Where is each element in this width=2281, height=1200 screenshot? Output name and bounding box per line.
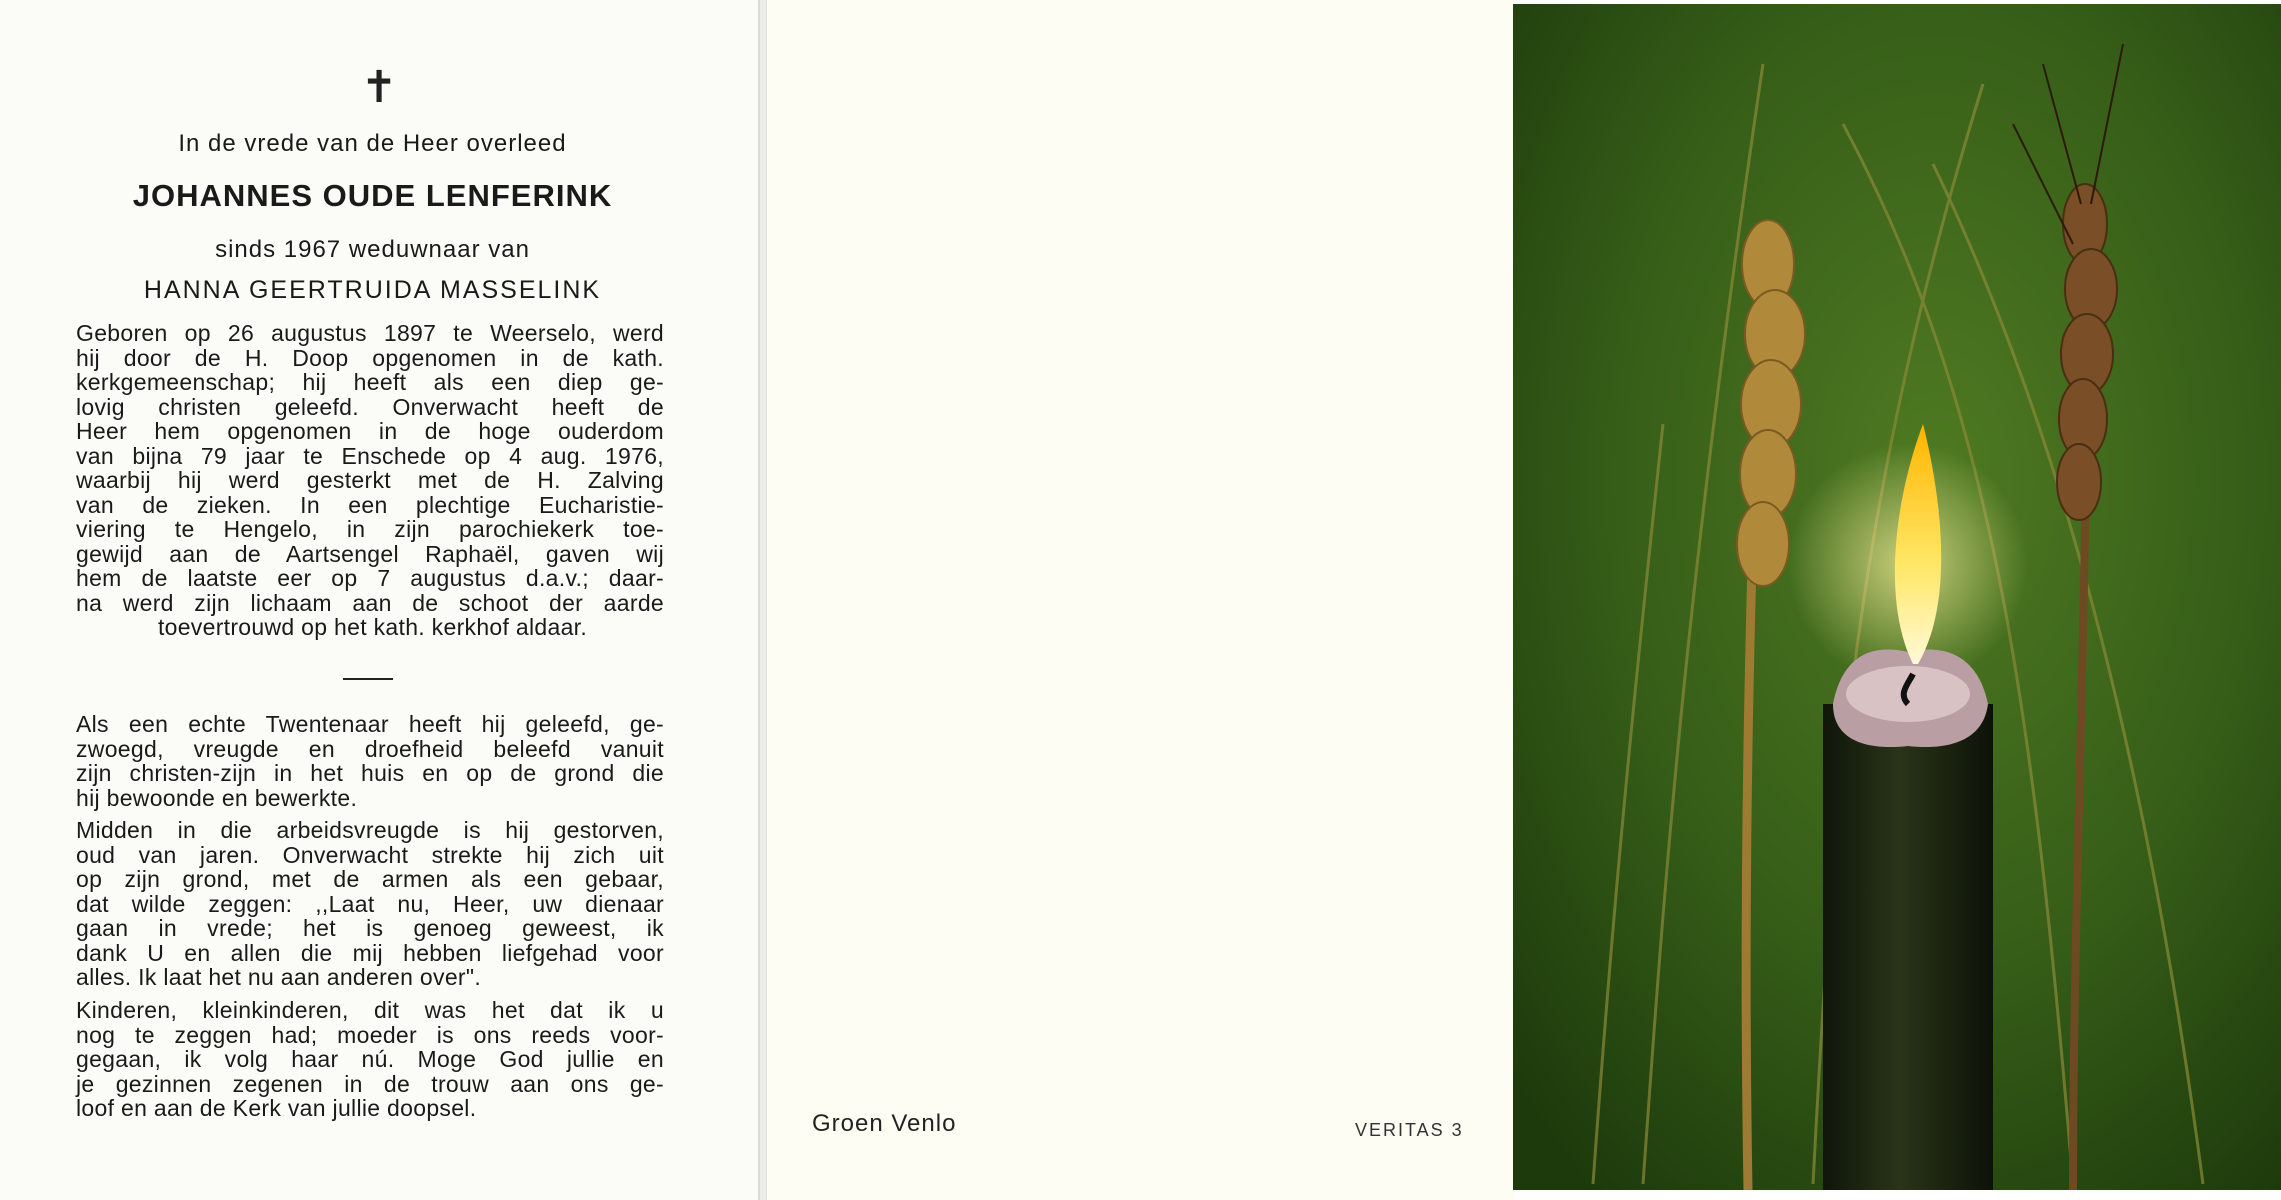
text-line: van de zieken. In een plechtige Eucharistie- <box>76 491 664 518</box>
paragraph-twentenaar <box>76 712 664 810</box>
text-line: alles. Ik laat het nu aan anderen over". <box>76 964 482 990</box>
biography-last-line: toevertrouwd op het kath. kerkhof aldaar. <box>157 614 588 640</box>
text-line: loof en aan de Kerk van jullie doopsel. <box>76 1095 477 1121</box>
series-label: VERITAS 3 <box>1355 1120 1464 1140</box>
text-line: hij door de H. Doop opgenomen in de kath. <box>76 344 664 371</box>
text-line: lovig christen geleefd. Onverwacht heeft de <box>76 393 664 420</box>
text-line: Kinderen, kleinkinderen, dit was het dat ik u <box>76 997 664 1023</box>
text-line: oud van jaren. Onverwacht strekte hij zich uit <box>76 841 664 868</box>
text-line: gewijd aan de Aartsengel Raphaël, gaven wij <box>76 540 664 567</box>
card-left-text-panel <box>0 0 760 1200</box>
text-line: na werd zijn lichaam aan de schoot der aarde <box>76 589 664 616</box>
text-line: dank U en allen die mij hebben liefgehad voor <box>76 939 664 966</box>
text-line: zwoegd, vreugde en droefheid beleefd vanuit <box>76 735 664 762</box>
text-line: op zijn grond, met de armen als een gebaar, <box>76 866 664 892</box>
publisher-label: Groen Venlo <box>812 1110 957 1137</box>
text-line: Heer hem opgenomen in de hoge ouderdom <box>76 418 664 444</box>
intro-line: In de vrede van de Heer overleed <box>178 130 567 157</box>
text-line: kerkgemeenschap; hij heeft als een diep ge- <box>76 369 664 395</box>
deceased-name: JOHANNES OUDE LENFERINK <box>132 178 613 213</box>
text-line: van bijna 79 jaar te Enschede op 4 aug. 1976, <box>76 442 664 469</box>
text-line: je gezinnen zegenen in de trouw aan ons ge- <box>76 1070 664 1097</box>
text-line: zijn christen-zijn in het huis en op de grond die <box>76 760 664 786</box>
text-line: Midden in die arbeidsvreugde is hij gestorven, <box>76 817 664 843</box>
text-line: waarbij hij werd gesterkt met de H. Zalving <box>76 467 664 493</box>
text-line: Geboren op 26 augustus 1897 te Weerselo, werd <box>76 320 664 346</box>
text-line: nog te zeggen had; moeder is ons reeds voor- <box>76 1021 664 1048</box>
text-line: hij bewoonde en bewerkte. <box>76 784 358 811</box>
section-divider <box>343 678 393 680</box>
spouse-name: HANNA GEERTRUIDA MASSELINK <box>143 276 602 304</box>
text-line: gegaan, ik volg haar nú. Moge God jullie en <box>76 1046 664 1072</box>
text-line: dat wilde zeggen: ,,Laat nu, Heer, uw dienaar <box>76 890 664 917</box>
paragraph-kinderen <box>76 998 664 1121</box>
text-line: gaan in vrede; het is genoeg geweest, ik <box>76 915 664 941</box>
text-line: viering te Hengelo, in zijn parochiekerk toe- <box>76 516 664 542</box>
paragraph-arbeidsvreugde <box>76 818 664 990</box>
cross-icon: ✝ <box>360 63 398 112</box>
text-line: hem de laatste eer op 7 augustus d.a.v.; daar- <box>76 565 664 591</box>
candle-wheat-photo <box>1513 4 2281 1190</box>
widower-line: sinds 1967 weduwnaar van <box>215 236 530 263</box>
biography-paragraph <box>76 321 664 615</box>
card-middle-blank-panel <box>766 0 1514 1200</box>
text-line: Als een echte Twentenaar heeft hij geleefd, ge- <box>76 711 664 737</box>
candle-wheat-illustration <box>1513 4 2281 1190</box>
